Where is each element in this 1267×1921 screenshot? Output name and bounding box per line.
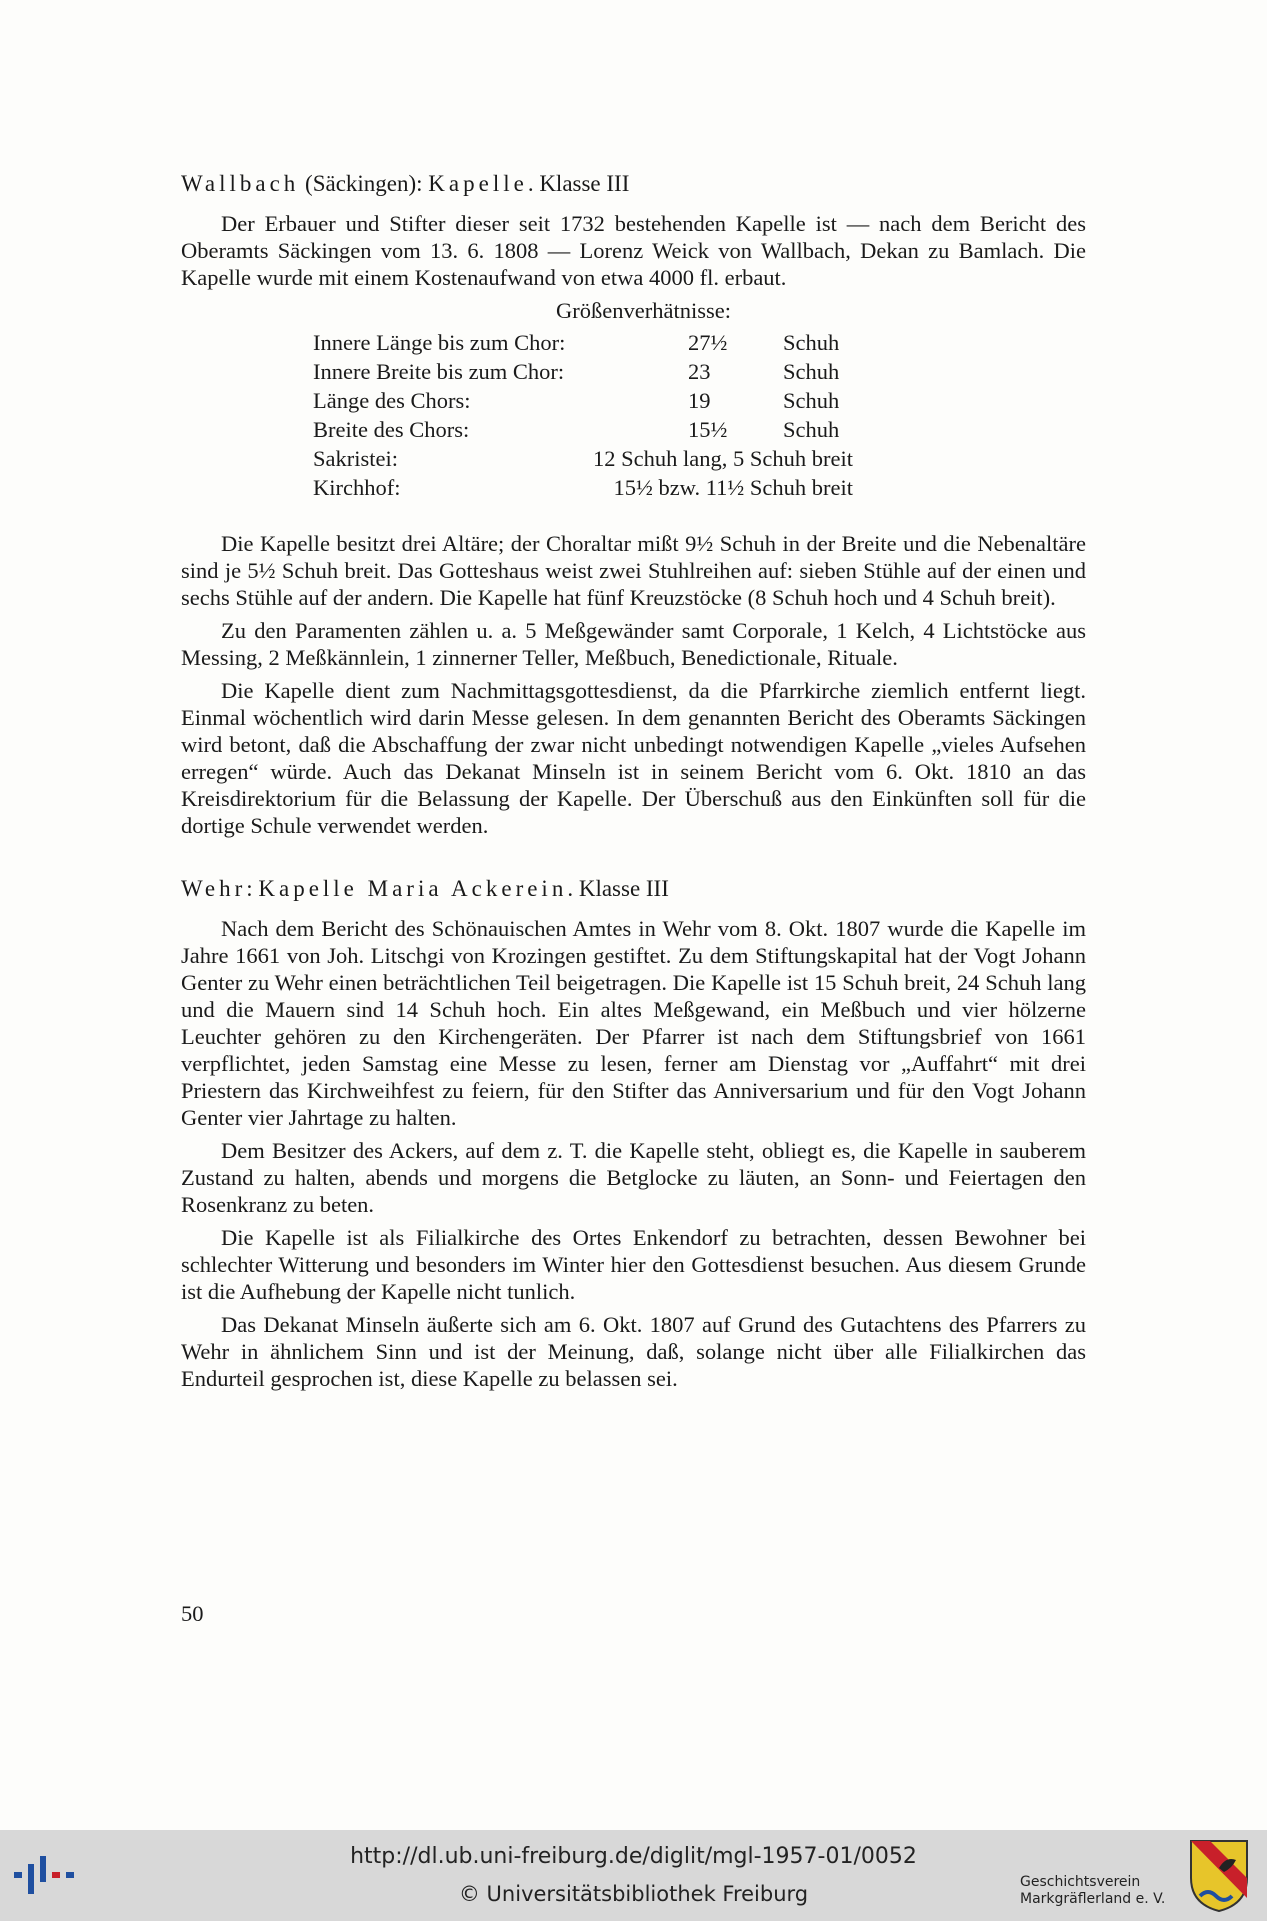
paragraph: Das Dekanat Minseln äußerte sich am 6. Okt. 1807 auf Grund des Gutachtens des Pfarrers zu Wehr in ähnlichem Sinn und ist der Meinung, daß, solange nicht über alle Filialkirchen das Endurteil gesprochen ist, diese Kapelle zu belassen sei. [181, 1312, 1086, 1391]
dimension-label: Breite des Chors: [313, 417, 470, 442]
dimensions-title: Größenverhätnisse: [556, 298, 731, 323]
heading-region: (Säckingen): [299, 171, 429, 196]
heading-place: Wallbach [181, 171, 300, 196]
dimension-unit: Schuh [782, 359, 840, 384]
footer-url[interactable]: http://dl.ub.uni-freiburg.de/diglit/mgl-1957-01/0052 [350, 1844, 917, 1869]
dimension-unit: Schuh [782, 330, 840, 355]
heading-place: Wehr [181, 876, 247, 901]
dimension-row [313, 386, 853, 415]
dimension-label: Innere Breite bis zum Chor: [313, 359, 565, 384]
society-line: Geschichtsverein [1020, 1874, 1141, 1890]
dimension-text: 15½ bzw. 11½ Schuh breit [613, 475, 853, 500]
page-number: 50 [181, 1601, 204, 1626]
section-heading-wallbach [181, 170, 1086, 198]
dimensions-table [313, 328, 853, 502]
heading-class: . Klasse III [527, 171, 630, 196]
paragraph: Nach dem Bericht des Schönauischen Amtes in Wehr vom 8. Okt. 1807 wurde die Kapelle im Jahre 1661 von Joh. Litschgi von Krozingen gestiftet. Zu dem Stiftungskapital hat der Vogt Johann Genter zu Wehr einen beträchtlichen Teil beigetragen. Die Kapelle ist 15 Schuh breit, 24 Schuh lang und die Mauern sind 14 Schuh hoch. Ein altes Meßgewand, ein Meßbuch und vier hölzerne Leuchter gehören zu den Kirchengeräten. Der Pfarrer ist nach dem Stiftungsbrief von 1661 verpflichtet, jeden Samstag eine Messe zu lesen, ferner am Dienstag vor „Auffahrt“ mit drei Priestern das Kirchweihfest zu feiern, für den Stifter das Anniversarium und für den Vogt Johann Genter vier Jahrtage zu halten. [181, 916, 1086, 1130]
paragraph: Dem Besitzer des Ackers, auf dem z. T. die Kapelle steht, obliegt es, die Kapelle in sauberem Zustand zu halten, abends und morgens die Betglocke zu läuten, an Sonn- und Feiertagen den Rosenkranz zu beten. [181, 1138, 1086, 1217]
page-content [181, 170, 1086, 1398]
dimension-unit: Schuh [782, 388, 840, 413]
heading-type: Kapelle Maria Ackerein [258, 876, 568, 901]
dimension-row [313, 473, 853, 502]
dimension-unit: Schuh [782, 417, 840, 442]
footer-bar [0, 1830, 1267, 1921]
dimension-label: Länge des Chors: [313, 388, 471, 413]
dimension-value: 15½ [687, 417, 728, 442]
heading-class: . Klasse III [567, 876, 669, 901]
heading-sep: : [246, 876, 259, 901]
paragraph: Die Kapelle besitzt drei Altäre; der Choraltar mißt 9½ Schuh in der Breite und die Nebenaltäre sind je 5½ Schuh breit. Das Gotteshaus weist zwei Stuhlreihen auf: sieben Stühle auf der einen und sechs Stühle auf der andern. Die Kapelle hat fünf Kreuzstöcke (8 Schuh hoch und 4 Schuh breit). [181, 531, 1086, 610]
dimension-row [313, 415, 853, 444]
paragraph: Die Kapelle ist als Filialkirche des Ortes Enkendorf zu betrachten, dessen Bewohner bei schlechter Witterung und besonders im Winter hier den Gottesdienst besuchen. Aus diesem Grunde ist die Aufhebung der Kapelle nicht tunlich. [181, 1225, 1086, 1304]
society-name [1020, 1874, 1165, 1908]
dimension-value: 23 [687, 359, 711, 384]
footer-copyright: © Universitätsbibliothek Freiburg [458, 1882, 809, 1906]
paragraph: Zu den Paramenten zählen u. a. 5 Meßgewänder samt Corporale, 1 Kelch, 4 Lichtstöcke aus Messing, 2 Meßkännlein, 1 zinnerner Teller, Meßbuch, Benedictionale, Rituale. [181, 618, 1086, 670]
dimension-label: Kirchhof: [313, 475, 401, 500]
paragraph: Die Kapelle dient zum Nachmittagsgottesdienst, da die Pfarrkirche ziemlich entfernt liegt. Einmal wöchentlich wird darin Messe gelesen. In dem genannten Bericht des Oberamts Säckingen wird betont, daß die Abschaffung der zwar nicht unbedingt notwendigen Kapelle „vieles Aufsehen erregen“ würde. Auch das Dekanat Minseln ist in seinem Bericht vom 6. Okt. 1810 an das Kreisdirektorium für die Belassung der Kapelle. Der Überschuß aus den Einkünften soll für die dortige Schule verwendet werden. [181, 678, 1086, 838]
section-heading-wehr [181, 875, 1086, 903]
dimension-text: 12 Schuh lang, 5 Schuh breit [593, 446, 853, 471]
dimension-row [313, 328, 853, 357]
heading-type: Kapelle [428, 171, 528, 196]
society-line: Markgräflerland e. V. [1020, 1891, 1166, 1907]
dimension-row [313, 357, 853, 386]
coat-of-arms-icon [1188, 1838, 1250, 1914]
paragraph: Der Erbauer und Stifter dieser seit 1732 bestehenden Kapelle ist — nach dem Bericht des Oberamts Säckingen vom 13. 6. 1808 — Lorenz Weick von Wallbach, Dekan zu Bamlach. Die Kapelle wurde mit einem Kostenaufwand von etwa 4000 fl. erbaut. [181, 211, 1086, 290]
dimension-row [313, 444, 853, 473]
dimension-value: 19 [687, 388, 711, 413]
dimension-value: 27½ [687, 330, 728, 355]
dimension-label: Sakristei: [313, 446, 398, 471]
dimension-label: Innere Länge bis zum Chor: [313, 330, 566, 355]
